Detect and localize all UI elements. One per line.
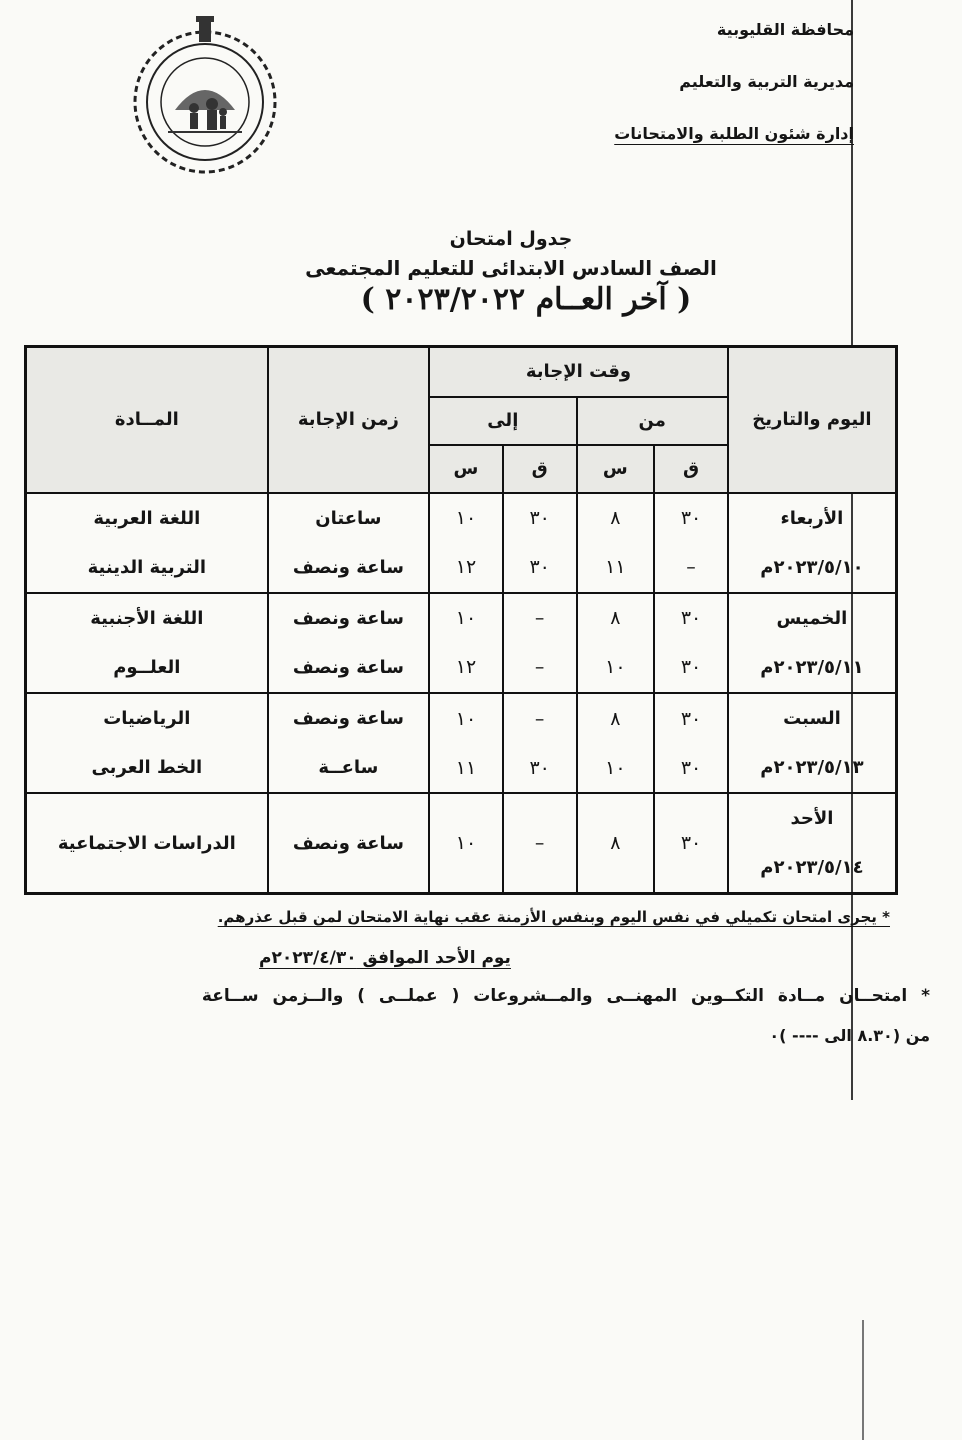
from-min-value: ٣٠	[680, 707, 702, 730]
from-hour-value: ١١	[605, 556, 626, 579]
to-min-cell	[503, 793, 577, 893]
to-hour-cell	[429, 493, 503, 593]
to-hour-value: ١٢	[455, 656, 477, 679]
directorate-line: مديرية التربية والتعليم	[679, 72, 854, 91]
to-hour-value: ١٢	[455, 556, 477, 579]
duration-value: ساعــة	[318, 757, 379, 779]
day-name: السبت	[783, 708, 841, 730]
to-hour-cell	[429, 793, 503, 893]
table-row	[26, 793, 897, 893]
to-hour-value: ١٠	[455, 707, 477, 730]
to-min-value: –	[534, 832, 545, 855]
day-date-cell	[728, 693, 897, 793]
to-min-value: –	[534, 707, 545, 730]
header-from: من	[577, 397, 728, 445]
day-date-cell	[728, 793, 897, 893]
note-supplementary: * يجرى امتحان تكميلي في نفس اليوم وبنفس الأزمنة عقب نهاية الامتحان لمن قبل عذرهم.	[217, 908, 890, 926]
header-from-hour: س	[577, 445, 655, 493]
from-min-cell	[654, 693, 728, 793]
subject-value: التربية الدينية	[87, 556, 207, 578]
subject-value: اللغة الأجنبية	[90, 607, 204, 629]
duration-value: ساعة ونصف	[292, 556, 404, 578]
subject-value: العلــوم	[113, 656, 181, 678]
subject-value: اللغة العربية	[93, 507, 201, 529]
title-line-2: الصف السادس الابتدائى للتعليم المجتمعى	[305, 256, 717, 280]
from-hour-value: ٨	[610, 707, 621, 730]
header-duration: زمن الإجابة	[268, 347, 429, 493]
from-min-cell	[654, 493, 728, 593]
from-hour-value: ٨	[610, 832, 621, 855]
to-hour-value: ١٠	[455, 507, 477, 530]
to-hour-value: ١١	[455, 756, 477, 779]
subject-cell	[26, 593, 268, 693]
day-name: الخميس	[776, 607, 848, 629]
table-row	[26, 493, 897, 593]
header-from-minute: ق	[654, 445, 728, 493]
letterhead	[614, 22, 854, 178]
exam-date: ٢٠٢٣/٥/١١م	[760, 656, 864, 678]
from-min-cell	[654, 793, 728, 893]
to-min-cell	[503, 493, 577, 593]
subject-cell	[26, 493, 268, 593]
from-hour-value: ١٠	[605, 656, 626, 679]
day-name: الأحد	[790, 808, 834, 830]
to-min-value: –	[534, 607, 545, 630]
exam-date: ٢٠٢٣/٥/١٠م	[760, 556, 864, 578]
exam-date: ٢٠٢٣/٥/١٣م	[760, 757, 864, 779]
duration-cell	[268, 493, 429, 593]
subject-cell	[26, 693, 268, 793]
subject-value: الدراسات الاجتماعية	[57, 832, 236, 854]
from-min-cell	[654, 593, 728, 693]
subject-cell	[26, 793, 268, 893]
from-hour-cell	[577, 493, 655, 593]
exam-schedule-table	[24, 345, 898, 895]
from-hour-value: ٨	[610, 607, 621, 630]
to-min-value: –	[534, 656, 545, 679]
from-min-value: ٣٠	[680, 656, 702, 679]
table-row	[26, 593, 897, 693]
from-hour-value: ١٠	[605, 756, 626, 779]
header-to: إلى	[429, 397, 576, 445]
ministry-seal-logo	[120, 12, 290, 182]
day-date-cell	[728, 493, 897, 593]
duration-cell	[268, 593, 429, 693]
from-hour-cell	[577, 593, 655, 693]
subject-value: الخط العربى	[91, 757, 203, 779]
header-day-date: اليوم والتاريخ	[728, 347, 897, 493]
duration-value: ساعتان	[315, 507, 382, 529]
day-date-cell	[728, 593, 897, 693]
from-min-value: –	[686, 556, 696, 579]
duration-cell	[268, 693, 429, 793]
from-min-value: ٣٠	[680, 756, 702, 779]
title-line-1: جدول امتحان	[449, 228, 573, 250]
note-date: يوم الأحد الموافق ٢٠٢٣/٤/٣٠م	[259, 948, 511, 968]
duration-cell	[268, 793, 429, 893]
exam-date: ٢٠٢٣/٥/١٤م	[760, 857, 864, 879]
to-hour-value: ١٠	[455, 607, 477, 630]
to-hour-cell	[429, 693, 503, 793]
day-name: الأربعاء	[780, 507, 844, 529]
to-min-value: ٣٠	[529, 507, 550, 530]
duration-value: ساعة ونصف	[292, 708, 404, 730]
to-min-value: ٣٠	[529, 756, 550, 779]
header-to-minute: ق	[503, 445, 577, 493]
governorate-line: محافظة القليوبية	[716, 20, 854, 39]
to-hour-value: ١٠	[455, 832, 477, 855]
to-hour-cell	[429, 593, 503, 693]
to-min-cell	[503, 593, 577, 693]
duration-value: ساعة ونصف	[292, 832, 404, 854]
from-hour-value: ٨	[610, 507, 621, 530]
from-min-value: ٣٠	[680, 832, 702, 855]
from-min-value: ٣٠	[680, 607, 702, 630]
document-titles	[0, 228, 962, 317]
to-min-value: ٣٠	[529, 556, 550, 579]
margin-rule-lower	[862, 1320, 864, 1440]
from-min-value: ٣٠	[680, 507, 702, 530]
header-subject: المــادة	[26, 347, 268, 493]
duration-value: ساعة ونصف	[292, 656, 404, 678]
notes-section	[60, 908, 930, 1045]
header-to-hour: س	[429, 445, 503, 493]
table-row	[26, 693, 897, 793]
from-hour-cell	[577, 793, 655, 893]
note-time-range: من (٨.٣٠ الى ---- )٠	[769, 1026, 930, 1045]
duration-value: ساعة ونصف	[292, 607, 404, 629]
subject-value: الرياضيات	[103, 708, 191, 730]
from-hour-cell	[577, 693, 655, 793]
header-answer-time: وقت الإجابة	[429, 347, 728, 397]
department-line: إدارة شئون الطلبة والامتحانات	[614, 124, 854, 143]
title-line-3: ( آخر العــام ٢٠٢٣/٢٠٢٢ )	[360, 282, 692, 317]
to-min-cell	[503, 693, 577, 793]
note-vocational: * امتحــان مــادة التكــوين المهنــى والمــشروعات ( عملــى ) والــزمن ســاعة	[201, 986, 930, 1006]
